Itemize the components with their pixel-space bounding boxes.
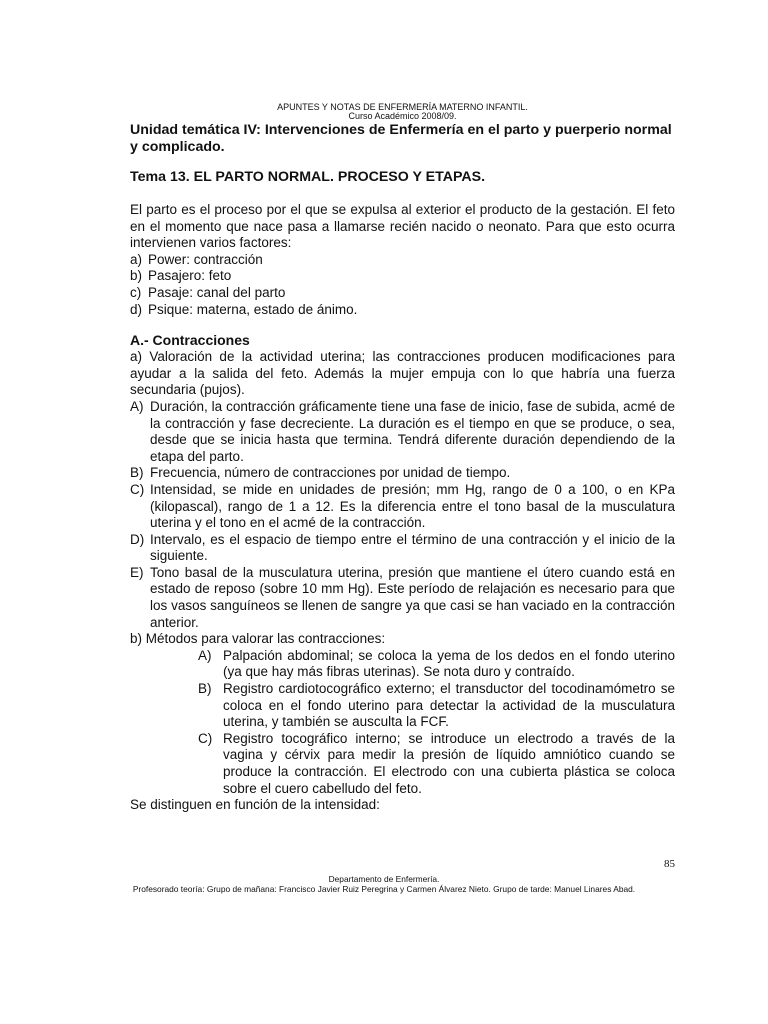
list-label: B) xyxy=(130,465,144,481)
list-item xyxy=(130,465,675,482)
list-label: C) xyxy=(198,730,213,746)
list-text: Registro tocográfico interno; se introduce un electrodo a través de la vagina y cérvix para medir la presión de líquido amniótico cuando se produce la contracción. El electrodo con una cubierta plástica se coloca sobre el cuero cabelludo del feto. xyxy=(223,730,675,796)
page-number: 85 xyxy=(664,858,675,870)
list-item xyxy=(130,268,675,285)
list-text: Palpación abdominal; se coloca la yema de los dedos en el fondo uterino (ya que hay más fibras uterinas). Se nota duro y contraído. xyxy=(223,647,675,680)
methods-list xyxy=(198,648,675,797)
list-text: Psique: materna, estado de ánimo. xyxy=(148,301,358,317)
list-label: A) xyxy=(198,647,212,663)
page-footer xyxy=(0,874,768,894)
closing-line: Se distinguen en función de la intensidad: xyxy=(130,797,380,813)
list-text: Registro cardiotocográfico externo; el transductor del tocodinamómetro se coloca en el fondo uterino para detectar la actividad de la musculatura uterina, y también se ausculta la FCF. xyxy=(223,681,675,730)
intro-paragraph: El parto es el proceso por el que se expulsa al exterior el producto de la gestación. El feto en el momento que nace pasa a llamarse recién nacido o neonato. Para que esto ocurra intervienen varios factores: xyxy=(130,202,675,251)
list-label: c) xyxy=(130,284,142,300)
list-item xyxy=(130,399,675,465)
list-text: Power: contracción xyxy=(148,251,263,267)
list-text: Intensidad, se mide en unidades de presión; mm Hg, rango de 0 a 100, o en KPa (kilopascal), rango de 1 a 12. Es la diferencia entre el tono basal de la musculatura uterina y el tono en el acmé de la contracción. xyxy=(150,481,675,531)
list-text: Tono basal de la musculatura uterina, presión que mantiene el útero cuando está en estado de reposo (sobre 10 mm Hg). Este período de relajación es necesario para que los vasos sanguíneos se llenen de sangre ya que casi se han vaciado en la contracción anterior. xyxy=(150,564,675,630)
contraction-parameters-list xyxy=(130,399,675,631)
list-item xyxy=(130,252,675,269)
list-item xyxy=(130,532,675,565)
list-text: Duración, la contracción gráficamente tiene una fase de inicio, fase de subida, acmé de la contracción y fase decreciente. La duración es el tiempo en que se produce, o sea, desde que se inicia hasta que termina. Tendrá diferente duración dependiendo de la etapa del parto. xyxy=(150,398,675,464)
list-item xyxy=(198,648,675,681)
list-text: Pasajero: feto xyxy=(148,268,232,284)
factors-list xyxy=(130,252,675,318)
list-label: A) xyxy=(130,398,144,414)
list-label: d) xyxy=(130,301,143,317)
topic-title: Tema 13. EL PARTO NORMAL. PROCESO Y ETAPAS. xyxy=(130,169,486,185)
list-item xyxy=(130,285,675,302)
header-line-1: APUNTES Y NOTAS DE ENFERMERÍA MATERNO INFANTIL. xyxy=(277,102,528,112)
document-page xyxy=(130,0,675,814)
list-text: Intervalo, es el espacio de tiempo entre el término de una contracción y el inicio de la siguiente. xyxy=(150,531,675,564)
list-item xyxy=(198,681,675,731)
list-label: a) xyxy=(130,251,143,267)
list-text: Pasaje: canal del parto xyxy=(148,284,286,300)
document-body xyxy=(130,202,675,814)
footer-line-2: Profesorado teoría: Grupo de mañana: Francisco Javier Ruiz Peregrina y Carmen Álvarez Nieto. Grupo de tarde: Manuel Linares Abad. xyxy=(132,884,636,894)
footer-line-1: Departamento de Enfermería. xyxy=(328,874,440,884)
section-intro: a) Valoración de la actividad uterina; las contracciones producen modificaciones para ayudar a la salida del feto. Además la mujer empuja con lo que habría una fuerza secundaria (pujos). xyxy=(130,349,675,398)
section-heading: A.- Contracciones xyxy=(130,332,250,349)
list-item xyxy=(130,482,675,532)
list-label: C) xyxy=(130,481,145,497)
list-item xyxy=(130,565,675,631)
list-label: D) xyxy=(130,531,145,547)
list-item xyxy=(198,731,675,797)
list-label: E) xyxy=(130,564,144,580)
list-label: b) xyxy=(130,268,143,284)
header-line-2: Curso Académico 2008/09. xyxy=(348,111,457,121)
unit-title: Unidad temática IV: Intervenciones de Enfermería en el parto y puerperio normal y complicado. xyxy=(130,122,672,155)
list-item xyxy=(130,302,675,319)
methods-intro: b) Métodos para valorar las contracciones: xyxy=(130,631,386,647)
list-label: B) xyxy=(198,681,212,697)
list-text: Frecuencia, número de contracciones por unidad de tiempo. xyxy=(150,465,511,481)
